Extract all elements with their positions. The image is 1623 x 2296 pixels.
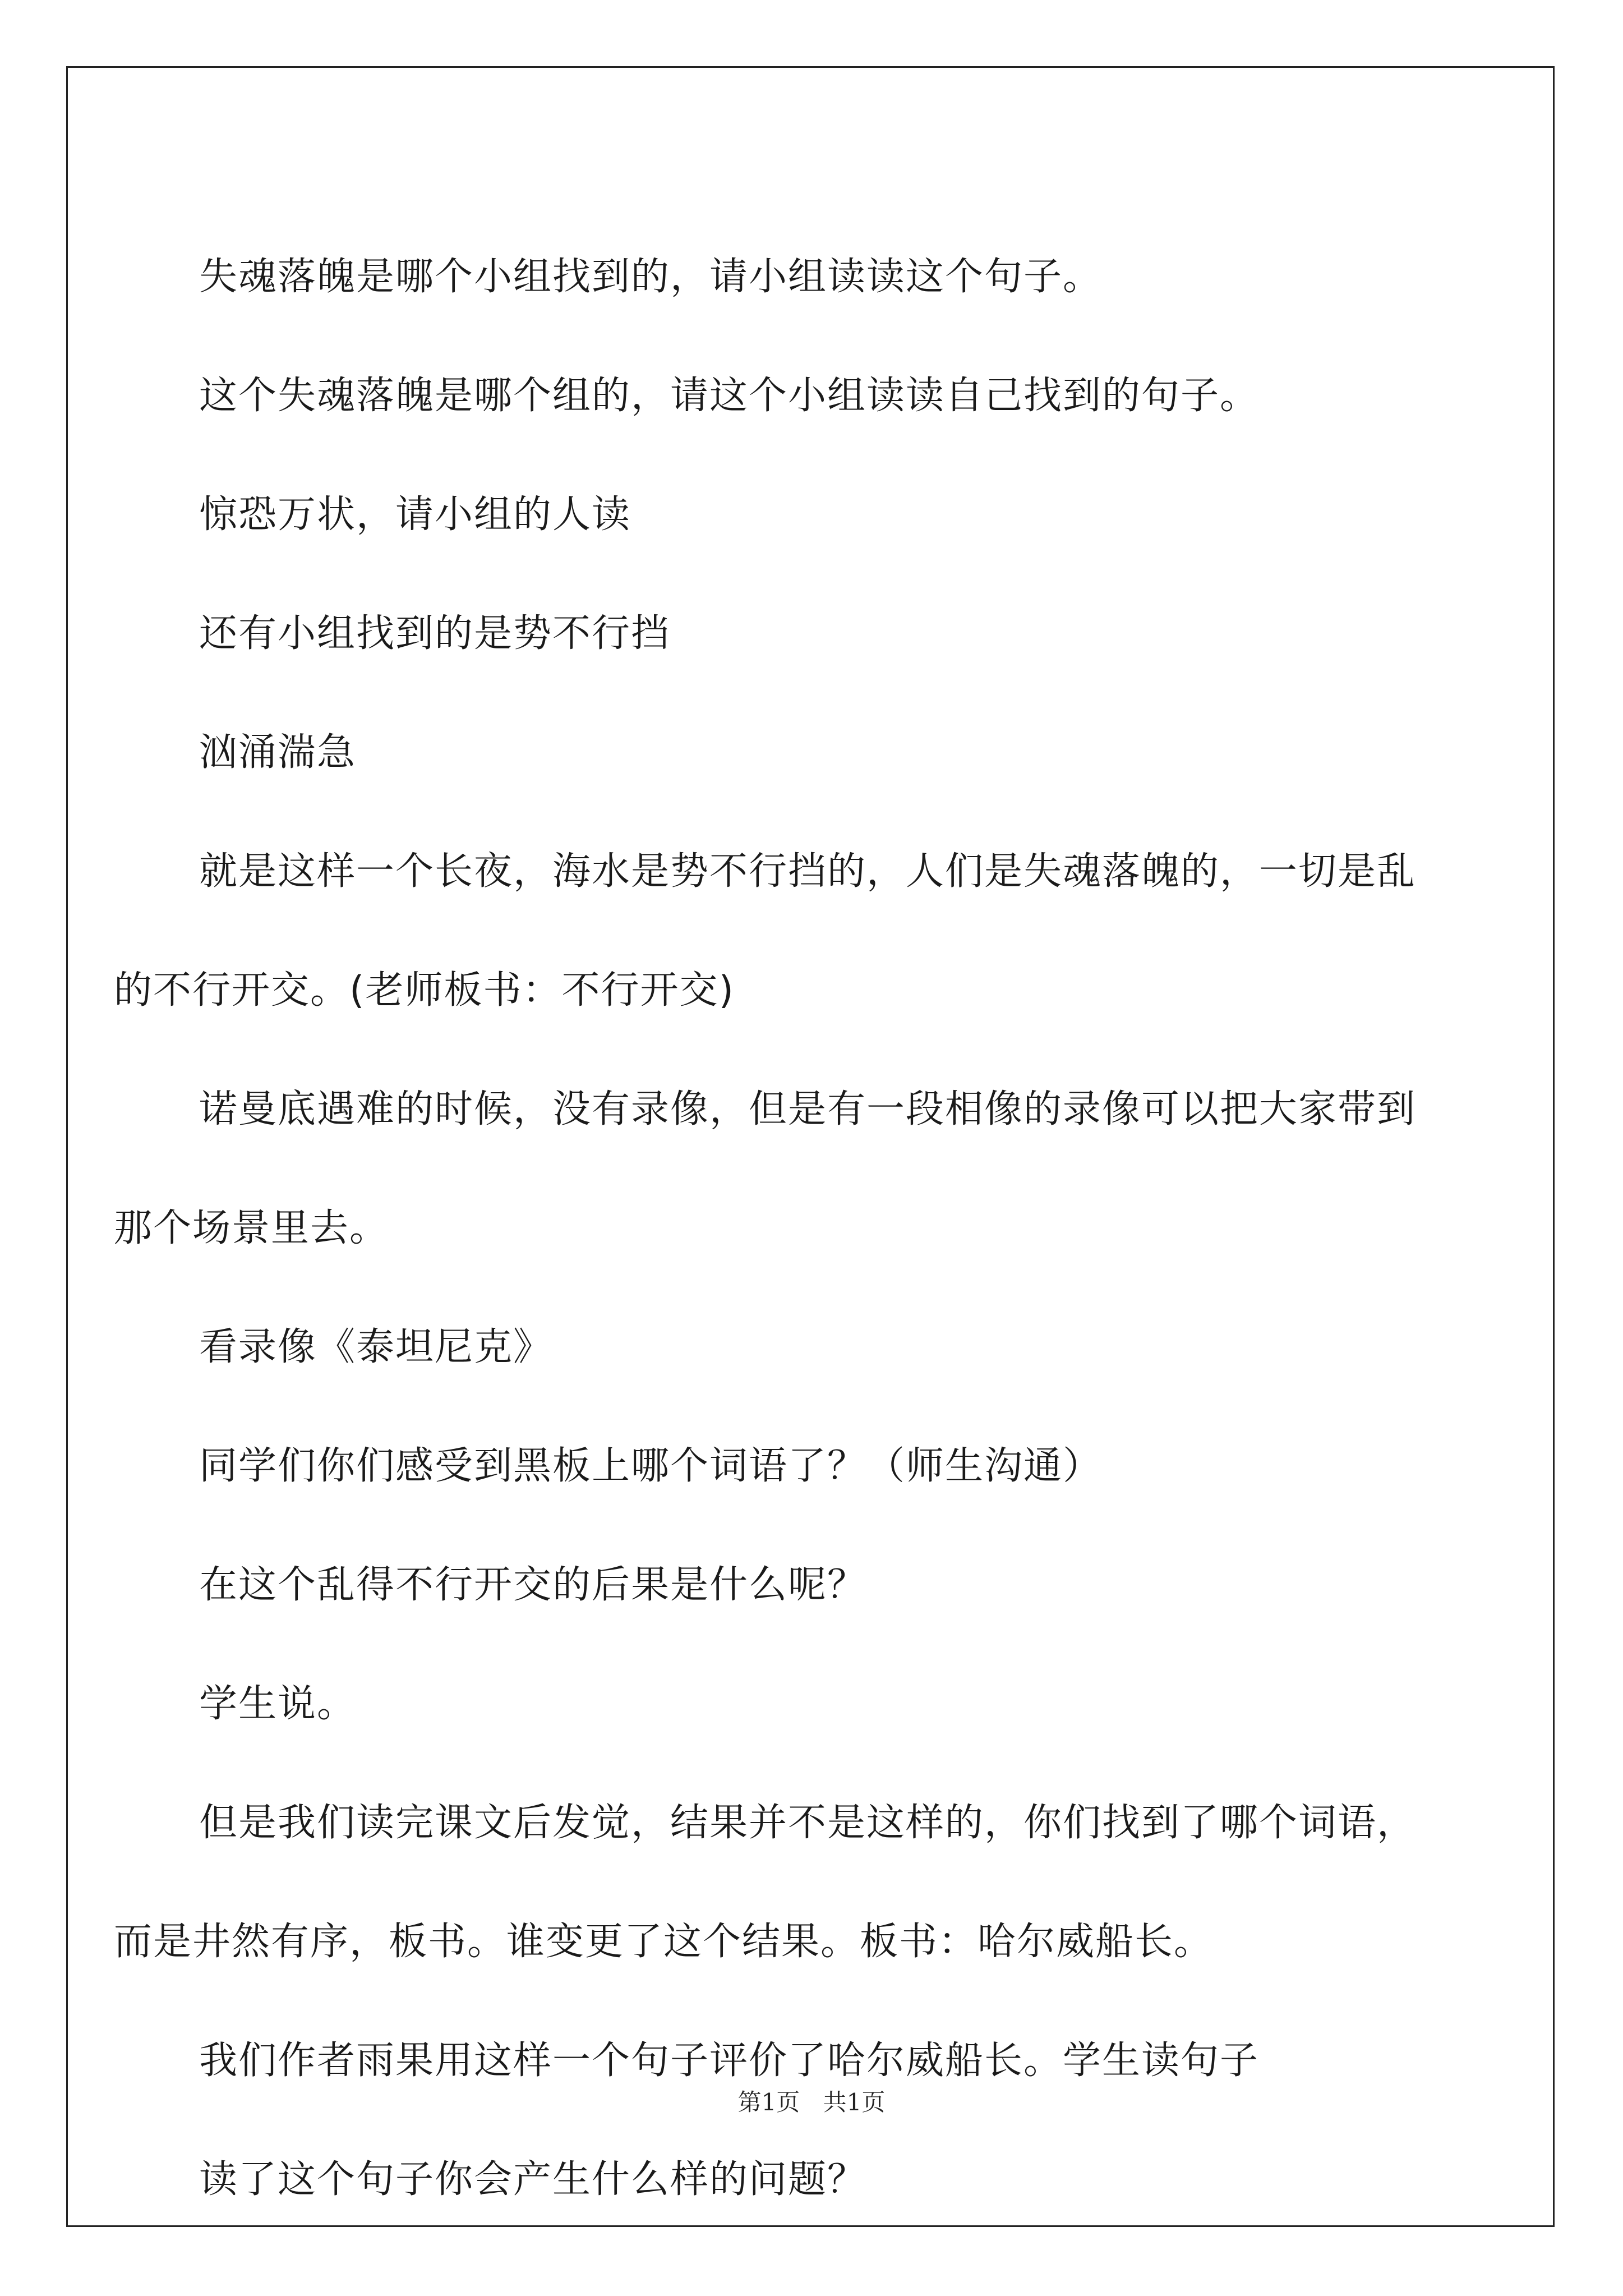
page-footer <box>0 2084 1623 2118</box>
page-number-total: 共1页 <box>823 2088 886 2116</box>
paragraph: 我们作者雨果用这样一个句子评价了哈尔威船长。学生读句子 <box>199 2039 1260 2083</box>
paragraph: 惊恐万状，请小组的人读 <box>199 493 631 537</box>
paragraph: 这个失魂落魄是哪个组的，请这个小组读读自己找到的句子。 <box>199 374 1260 418</box>
paragraph: 还有小组找到的是势不行挡 <box>199 611 671 656</box>
paragraph: 学生说。 <box>199 1682 357 1726</box>
page-number-current: 第1页 <box>737 2088 800 2116</box>
paragraph: 读了这个句子你会产生什么样的问题？ <box>199 2157 867 2202</box>
paragraph: 在这个乱得不行开交的后果是什么呢？ <box>199 1563 867 1607</box>
paragraph: 诺曼底遇难的时候，没有录像，但是有一段相像的录像可以把大家带到那个场景里去。 <box>114 1087 1417 1250</box>
document-body <box>114 218 1449 2239</box>
paragraph: 看录像《泰坦尼克》 <box>199 1325 553 1369</box>
paragraph: 就是这样一个长夜，海水是势不行挡的，人们是失魂落魄的，一切是乱的不行开交。(老师板书：不行开交) <box>114 849 1417 1013</box>
paragraph: 汹涌湍急 <box>199 730 357 775</box>
paragraph: 同学们你们感受到黑板上哪个词语了？（师生沟通） <box>199 1444 1103 1488</box>
paragraph: 但是我们读完课文后发觉，结果并不是这样的，你们找到了哪个词语，而是井然有序，板书。谁变更了这个结果。板书：哈尔威船长。 <box>114 1801 1417 1964</box>
paragraph: 失魂落魄是哪个小组找到的，请小组读读这个句子。 <box>199 255 1103 299</box>
